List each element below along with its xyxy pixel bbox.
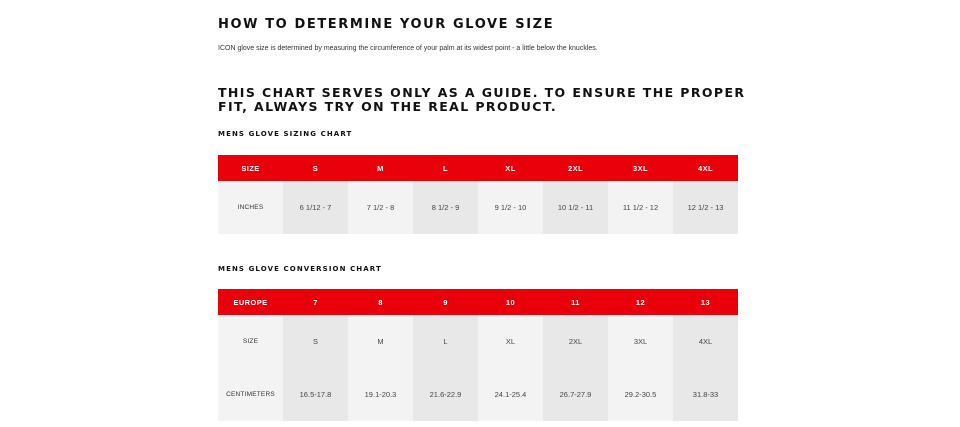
table-cell: M <box>348 315 413 368</box>
header-cell: M <box>348 155 413 181</box>
sizing-chart-header-row <box>218 155 738 181</box>
header-cell: 2XL <box>543 155 608 181</box>
table-cell: 26.7-27.9 <box>543 368 608 421</box>
conversion-chart-table <box>218 289 738 421</box>
guide-note: THIS CHART SERVES ONLY AS A GUIDE. TO ENSURE THE PROPER FIT, ALWAYS TRY ON THE REAL PRODUCT. <box>218 85 746 114</box>
table-cell: 12 1/2 - 13 <box>673 181 738 234</box>
header-cell: 13 <box>673 289 738 315</box>
header-cell: 4XL <box>673 155 738 181</box>
table-cell: 4XL <box>673 315 738 368</box>
table-cell: 31.8-33 <box>673 368 738 421</box>
table-cell: 21.6-22.9 <box>413 368 478 421</box>
table-row <box>218 368 738 421</box>
table-cell: 16.5-17.8 <box>283 368 348 421</box>
table-cell: 7 1/2 - 8 <box>348 181 413 234</box>
table-cell: S <box>283 315 348 368</box>
table-cell: 29.2-30.5 <box>608 368 673 421</box>
row-label: INCHES <box>218 181 283 234</box>
table-cell: 2XL <box>543 315 608 368</box>
header-cell: 11 <box>543 289 608 315</box>
table-cell: 11 1/2 - 12 <box>608 181 673 234</box>
intro-text: ICON glove size is determined by measuring the circumference of your palm at its widest point - a little below the knuckles. <box>218 45 598 52</box>
header-cell: L <box>413 155 478 181</box>
header-cell: 9 <box>413 289 478 315</box>
table-cell: 3XL <box>608 315 673 368</box>
table-cell: 8 1/2 - 9 <box>413 181 478 234</box>
table-cell: L <box>413 315 478 368</box>
header-cell: S <box>283 155 348 181</box>
header-cell: 10 <box>478 289 543 315</box>
conversion-chart-header-row <box>218 289 738 315</box>
table-cell: 9 1/2 - 10 <box>478 181 543 234</box>
page-title: HOW TO DETERMINE YOUR GLOVE SIZE <box>218 17 555 32</box>
header-cell: XL <box>478 155 543 181</box>
row-label: SIZE <box>218 315 283 368</box>
table-cell: 10 1/2 - 11 <box>543 181 608 234</box>
header-cell: 7 <box>283 289 348 315</box>
header-cell: SIZE <box>218 155 283 181</box>
conversion-chart-title: MENS GLOVE CONVERSION CHART <box>218 265 382 273</box>
header-cell: 12 <box>608 289 673 315</box>
table-row <box>218 181 738 234</box>
row-label: CENTIMETERS <box>218 368 283 421</box>
table-cell: 24.1-25.4 <box>478 368 543 421</box>
sizing-chart-table <box>218 155 738 234</box>
header-cell: EUROPE <box>218 289 283 315</box>
table-cell: XL <box>478 315 543 368</box>
header-cell: 8 <box>348 289 413 315</box>
header-cell: 3XL <box>608 155 673 181</box>
table-cell: 6 1/12 - 7 <box>283 181 348 234</box>
table-row <box>218 315 738 368</box>
table-cell: 19.1-20.3 <box>348 368 413 421</box>
sizing-chart-title: MENS GLOVE SIZING CHART <box>218 130 353 138</box>
